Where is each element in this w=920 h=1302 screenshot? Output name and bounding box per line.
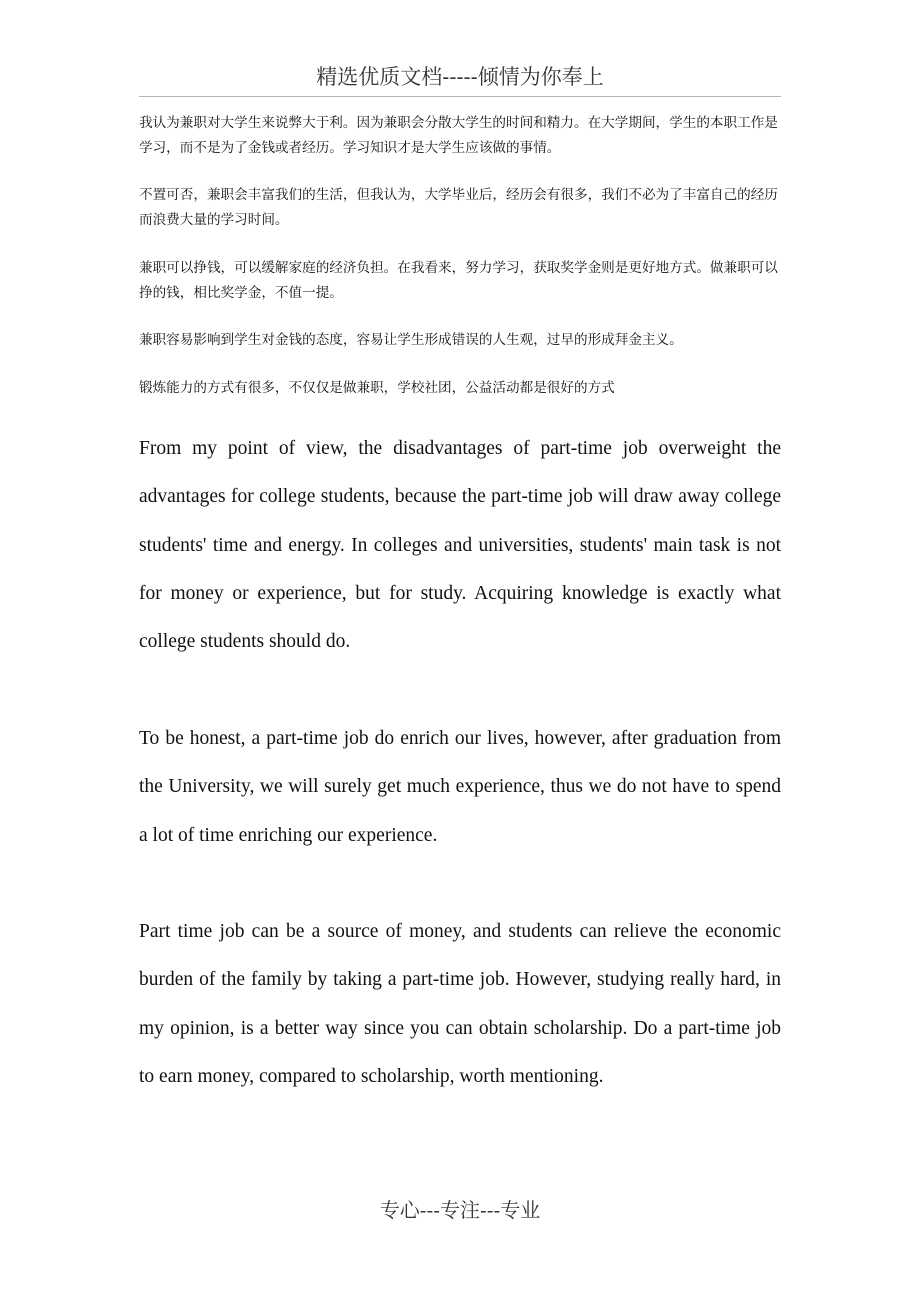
chinese-paragraph-5 [139, 376, 784, 401]
chinese-paragraph-4 [139, 328, 784, 353]
chinese-paragraph-3 [139, 256, 784, 306]
chinese-paragraph-1 [139, 111, 784, 161]
page-footer: 专心---专注---专业 [379, 1198, 541, 1222]
chinese-paragraph-5-text: 锻炼能力的方式有很多，不仅仅是做兼职，学校社团，公益活动都是很好的方式 [139, 380, 615, 396]
english-paragraph-3: Part time job can be a source of money, and students can relieve the economic burden of the family by taking a part-time job. However, studying really hard, in my opinion, is a better way since you can obtain scholarship. Do a part-time job to earn money, compared to scholarship, worth mentioning. [139, 921, 781, 1087]
page-header: 精选优质文档-----倾情为你奉上 [316, 65, 604, 89]
chinese-paragraph-4-text: 兼职容易影响到学生对金钱的态度，容易让学生形成错误的人生观，过早的形成拜金主义。 [139, 332, 683, 348]
chinese-paragraph-2-text: 不置可否，兼职会丰富我们的生活，但我认为，大学毕业后，经历会有很多，我们不必为了丰富自己的经历而浪费大量的学习时间。 [139, 187, 778, 228]
chinese-paragraph-3-text: 兼职可以挣钱，可以缓解家庭的经济负担。在我看来，努力学习，获取奖学金则是更好地方式。做兼职可以挣的钱，相比奖学金，不值一提。 [139, 260, 778, 301]
english-paragraph-2: To be honest, a part-time job do enrich our lives, however, after graduation from the University, we will surely get much experience, thus we do not have to spend a lot of time enriching our experience. [139, 728, 781, 846]
chinese-paragraph-2 [139, 183, 784, 233]
english-paragraph-1: From my point of view, the disadvantages of part-time job overweight the advantages for college students, because the part-time job will draw away college students' time and energy. In colleges and universities, students' main task is not for money or experience, but for study. Acquiring knowledge is exactly what college students should do. [139, 438, 781, 653]
chinese-paragraph-1-text: 我认为兼职对大学生来说弊大于利。因为兼职会分散大学生的时间和精力。在大学期间，学生的本职工作是学习，而不是为了金钱或者经历。学习知识才是大学生应该做的事情。 [139, 115, 778, 156]
header-divider [139, 96, 781, 97]
